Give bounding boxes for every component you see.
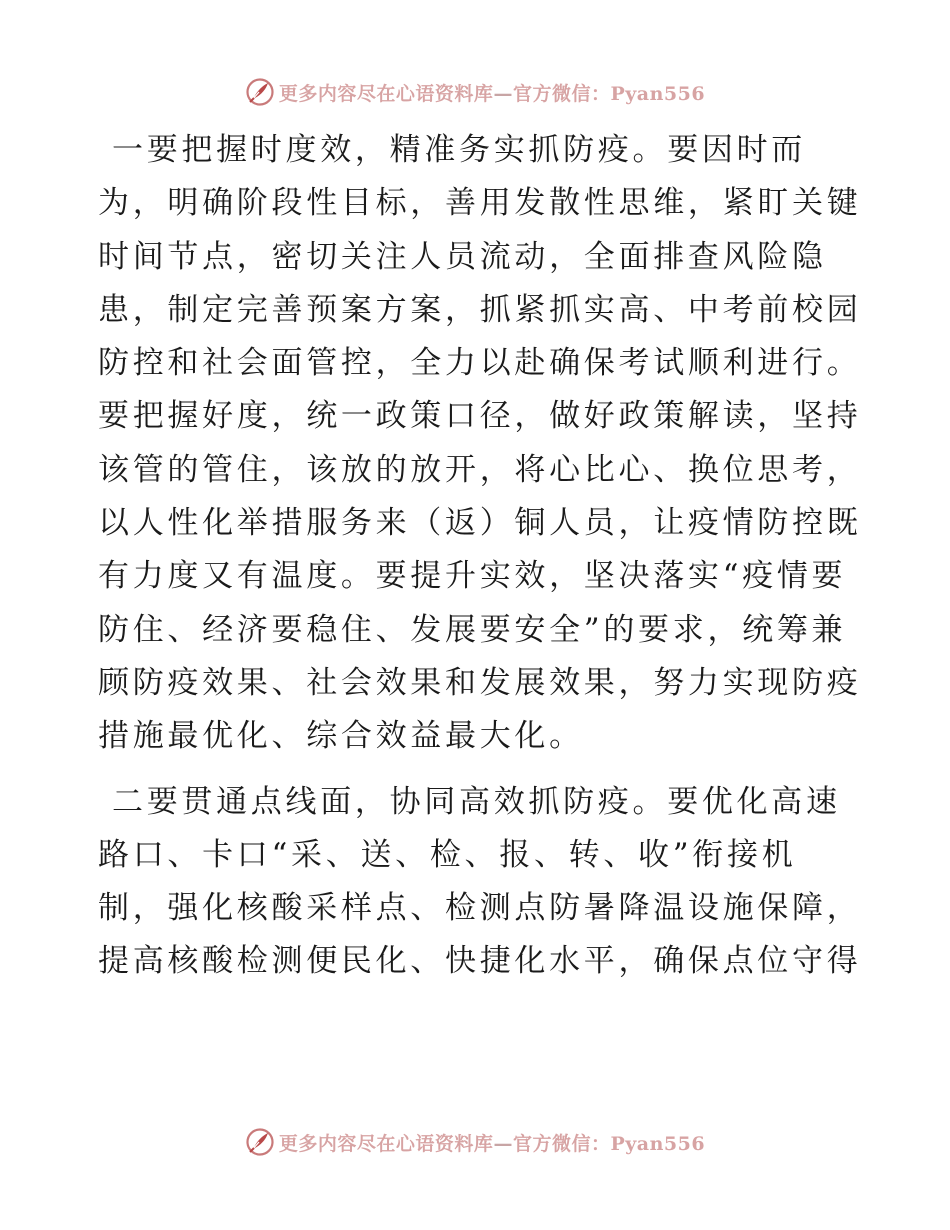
- paragraph-2: [98, 776, 862, 989]
- feather-pen-circle-icon: [245, 77, 275, 107]
- text-line: 顾防疫效果、社会效果和发展效果，努力实现防疫: [98, 664, 862, 701]
- text-line: 以人性化举措服务来（返）铜人员，让疫情防控既: [98, 505, 862, 542]
- watermark-separator: —: [493, 1132, 513, 1155]
- text-line: 路口、卡口“采、送、检、报、转、收”衔接机: [98, 836, 797, 873]
- text-line: 措施最优化、综合效益最大化。: [98, 718, 584, 755]
- document-body: [98, 124, 862, 989]
- text-line: 有力度又有温度。要提升实效，坚决落实“疫情要: [98, 558, 847, 595]
- text-line: 要把握好度，统一政策口径，做好政策解读，坚持: [98, 398, 862, 435]
- text-line: 提高核酸检测便民化、快捷化水平，确保点位守得: [98, 943, 862, 980]
- feather-pen-circle-icon: [245, 1127, 275, 1157]
- watermark-text: [279, 1129, 705, 1156]
- text-line: 时间节点，密切关注人员流动，全面排查风险隐: [98, 238, 827, 275]
- text-line: 患，制定完善预案方案，抓紧抓实高、中考前校园: [98, 291, 862, 328]
- text-line: 一要把握时度效，精准务实抓防疫。要因时而: [112, 132, 806, 168]
- text-line: 制，强化核酸采样点、检测点防暑降温设施保障，: [98, 890, 862, 927]
- watermark-contact: 官方微信：Pyan556: [512, 1132, 706, 1155]
- footer-watermark: [0, 1122, 950, 1162]
- header-watermark: [0, 72, 950, 112]
- watermark-brand: 更多内容尽在心语资料库: [278, 82, 494, 105]
- watermark-contact: 官方微信：Pyan556: [512, 82, 706, 105]
- text-line: 防控和社会面管控，全力以赴确保考试顺利进行。: [98, 345, 862, 382]
- watermark-brand: 更多内容尽在心语资料库: [278, 1132, 494, 1155]
- text-line: 为，明确阶段性目标，善用发散性思维，紧盯关键: [98, 185, 862, 222]
- text-line: 二要贯通点线面，协同高效抓防疫。要优化高速: [112, 783, 841, 820]
- paragraph-1: [98, 124, 862, 764]
- text-line: 防住、经济要稳住、发展要安全”的要求，统筹兼: [98, 611, 847, 648]
- text-line: 该管的管住，该放的放开，将心比心、换位思考，: [98, 451, 862, 488]
- watermark-separator: —: [493, 82, 513, 105]
- watermark-text: [279, 79, 705, 106]
